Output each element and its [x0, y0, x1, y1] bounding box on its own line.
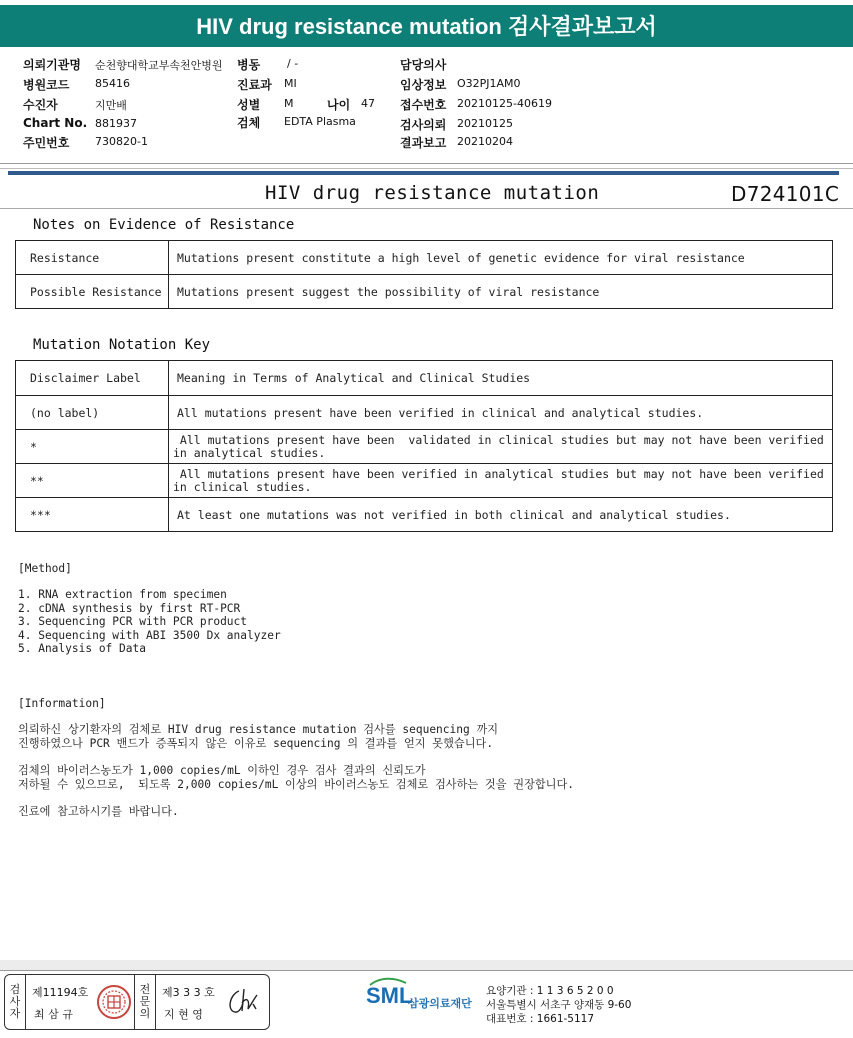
org-phone: 대표번호 : 1661-5117 [486, 1013, 595, 1025]
doctor-label: 담당의사 [400, 58, 447, 72]
sml-logo: SML [366, 983, 413, 1008]
receipt-label: 접수번호 [400, 98, 447, 112]
specialist-name: 지 현 영 [164, 1008, 203, 1021]
receipt-value: 20210125-40619 [457, 97, 552, 110]
org-name: 삼광의료재단 [408, 997, 472, 1010]
key-section-title: Mutation Notation Key [33, 337, 211, 353]
list-item: 2. cDNA synthesis by first RT-PCR [18, 601, 241, 615]
table-row [16, 396, 833, 430]
notes-text-cell: Mutations present suggest the possibility of viral resistance [169, 275, 833, 309]
result-report-value: 20210204 [457, 135, 513, 148]
org-address: 서울특별시 서초구 양재동 9-60 [486, 999, 632, 1011]
notes-table [15, 240, 833, 309]
signature-box [4, 974, 270, 1030]
key-text-line: in analytical studies. [173, 445, 326, 460]
table-row [16, 275, 833, 309]
req-org-label: 의뢰기관명 [23, 58, 81, 72]
handwritten-signature-icon [223, 985, 263, 1019]
info-paragraph: 검체의 바이러스농도가 1,000 copies/mL 이하인 경우 검사 결과의 신뢰도가 [18, 764, 426, 777]
test-name: HIV drug resistance mutation [265, 182, 600, 204]
result-report-label: 결과보고 [400, 136, 447, 150]
info-paragraph: 진행하였으나 PCR 밴드가 증폭되지 않은 이유로 sequencing 의 결과를 얻지 못했습니다. [18, 737, 494, 750]
info-paragraph: 저하될 수 있으므로, 되도록 2,000 copies/mL 이상의 바이러스농도 검체로 검사하는 것을 권장합니다. [18, 778, 575, 791]
rrn-label: 주민번호 [23, 136, 70, 150]
patient-value: 지만배 [95, 99, 127, 112]
specialist-label: 전문의 [139, 983, 151, 1020]
key-text-line: All mutations present have been validated in clinical studies but may not have been verified [173, 432, 824, 447]
chart-no-value: 881937 [95, 117, 137, 130]
examiner-name: 최 삼 규 [34, 1008, 73, 1021]
key-label-cell: (no label) [16, 396, 169, 430]
chart-no-label: Chart No. [23, 116, 88, 130]
examiner-label-cell [5, 975, 26, 1029]
table-row [16, 361, 833, 396]
key-text-line: in clinical studies. [173, 479, 312, 494]
sex-label: 성별 [237, 98, 261, 112]
notes-label-cell: Resistance [16, 241, 169, 275]
key-label-cell: ** [16, 464, 169, 498]
test-request-value: 20210125 [457, 117, 513, 130]
specimen-value: EDTA Plasma [284, 115, 356, 128]
specialist-license: 제3 3 3 호 [162, 986, 215, 999]
key-label-cell: *** [16, 498, 169, 532]
divider [0, 168, 853, 169]
sex-value: M [284, 97, 294, 110]
list-item: 5. Analysis of Data [18, 642, 146, 655]
divider [0, 970, 853, 971]
key-text-cell [169, 464, 833, 498]
clinical-label: 임상정보 [400, 78, 447, 92]
table-row [16, 464, 833, 498]
org-code: 요양기관 : 1 1 3 6 5 2 0 0 [486, 985, 614, 997]
method-list [18, 588, 281, 656]
divider [0, 208, 853, 209]
logo-swoosh-icon [368, 977, 408, 987]
patient-label: 수진자 [23, 98, 58, 112]
test-request-label: 검사의뢰 [400, 118, 447, 132]
age-label: 나이 [327, 98, 351, 112]
table-row [16, 241, 833, 275]
key-label-cell: * [16, 430, 169, 464]
method-title: [Method] [18, 562, 72, 575]
dept-label: 진료과 [237, 78, 272, 92]
specimen-label: 검체 [237, 116, 261, 130]
table-row [16, 430, 833, 464]
test-code: D724101C [731, 182, 840, 206]
info-paragraph: 진료에 참고하시기를 바랍니다. [18, 805, 179, 818]
notes-label-cell: Possible Resistance [16, 275, 169, 309]
dept-value: MI [284, 77, 297, 90]
examiner-license: 제11194호 [32, 986, 89, 999]
examiner-label: 검사자 [9, 983, 21, 1020]
specialist-label-cell [135, 975, 156, 1029]
key-text-cell: All mutations present have been verified in clinical and analytical studies. [169, 396, 833, 430]
table-row [16, 498, 833, 532]
report-title-banner: HIV drug resistance mutation 검사결과보고서 [0, 5, 853, 47]
divider [0, 163, 853, 164]
key-label-cell: Disclaimer Label [16, 361, 169, 396]
footer-band [0, 960, 853, 970]
req-org-value: 순천향대학교부속천안병원 [95, 59, 223, 72]
key-text-cell: Meaning in Terms of Analytical and Clinical Studies [169, 361, 833, 396]
ward-label: 병동 [237, 58, 261, 72]
list-item: 1. RNA extraction from specimen [18, 588, 227, 601]
official-seal-icon [96, 984, 132, 1020]
notes-section-title: Notes on Evidence of Resistance [33, 217, 295, 233]
rrn-value: 730820-1 [95, 135, 148, 148]
key-text-cell: At least one mutations was not verified in both clinical and analytical studies. [169, 498, 833, 532]
clinical-value: O32PJ1AM0 [457, 77, 521, 90]
notes-text-cell: Mutations present constitute a high level of genetic evidence for viral resistance [169, 241, 833, 275]
list-item: 3. Sequencing PCR with PCR product [18, 615, 248, 628]
key-text-line: All mutations present have been verified in analytical studies but may not have been verified [173, 466, 824, 481]
ward-value: / - [287, 57, 299, 70]
information-title: [Information] [18, 697, 106, 710]
age-value: 47 [361, 97, 375, 110]
notation-key-table [15, 360, 833, 532]
list-item: 4. Sequencing with ABI 3500 Dx analyzer [18, 628, 281, 642]
section-bar [8, 171, 839, 175]
info-paragraph: 의뢰하신 상기환자의 검체로 HIV drug resistance mutation 검사를 sequencing 까지 [18, 723, 499, 736]
key-text-cell [169, 430, 833, 464]
hosp-code-value: 85416 [95, 77, 130, 90]
hosp-code-label: 병원코드 [23, 78, 70, 92]
